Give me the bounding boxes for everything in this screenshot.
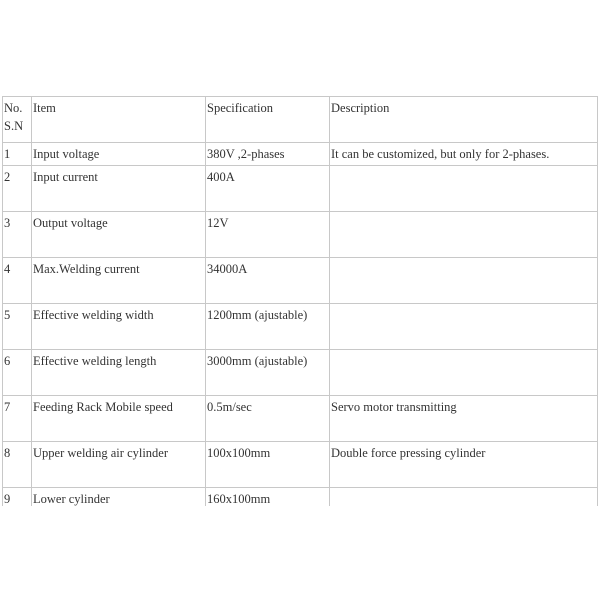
cell-spec: 1200mm (ajustable) xyxy=(206,304,330,350)
cell-desc xyxy=(330,350,598,396)
cell-item: Input voltage xyxy=(32,143,206,166)
cell-desc xyxy=(330,304,598,350)
cell-item: Max.Welding current xyxy=(32,258,206,304)
table-row xyxy=(3,350,598,396)
cell-item: Effective welding length xyxy=(32,350,206,396)
table-row xyxy=(3,166,598,212)
cell-item: Input current xyxy=(32,166,206,212)
cell-no: 5 xyxy=(3,304,32,350)
cell-spec: 12V xyxy=(206,212,330,258)
cell-no: 1 xyxy=(3,143,32,166)
cell-desc xyxy=(330,212,598,258)
table-row xyxy=(3,442,598,488)
table-row xyxy=(3,396,598,442)
cell-desc: Servo motor transmitting xyxy=(330,396,598,442)
cell-no: 7 xyxy=(3,396,32,442)
cell-desc: It can be customized, but only for 2-phases. xyxy=(330,143,598,166)
cell-no: 9 xyxy=(3,488,32,509)
cell-no: 4 xyxy=(3,258,32,304)
cell-item: Lower cylinder xyxy=(32,488,206,509)
cell-item: Feeding Rack Mobile speed xyxy=(32,396,206,442)
table-row xyxy=(3,304,598,350)
table-row xyxy=(3,143,598,166)
cell-no: 2 xyxy=(3,166,32,212)
cell-spec: 0.5m/sec xyxy=(206,396,330,442)
cell-spec: 100x100mm xyxy=(206,442,330,488)
table-row xyxy=(3,212,598,258)
cell-desc xyxy=(330,166,598,212)
cell-item: Upper welding air cylinder xyxy=(32,442,206,488)
cell-spec: 160x100mm xyxy=(206,488,330,509)
cell-item: Output voltage xyxy=(32,212,206,258)
cell-spec: 380V ,2-phases xyxy=(206,143,330,166)
table-row xyxy=(3,258,598,304)
cell-desc: Double force pressing cylinder xyxy=(330,442,598,488)
cell-spec: 34000A xyxy=(206,258,330,304)
header-row xyxy=(3,97,598,143)
spec-table xyxy=(2,96,598,509)
cell-spec: 400A xyxy=(206,166,330,212)
header-no: No. S.N xyxy=(3,97,32,143)
header-item: Item xyxy=(32,97,206,143)
cell-item: Effective welding width xyxy=(32,304,206,350)
crop-mask xyxy=(0,506,600,600)
cell-desc xyxy=(330,258,598,304)
header-description: Description xyxy=(330,97,598,143)
cell-no: 6 xyxy=(3,350,32,396)
cell-no: 3 xyxy=(3,212,32,258)
header-specification: Specification xyxy=(206,97,330,143)
cell-no: 8 xyxy=(3,442,32,488)
cell-spec: 3000mm (ajustable) xyxy=(206,350,330,396)
